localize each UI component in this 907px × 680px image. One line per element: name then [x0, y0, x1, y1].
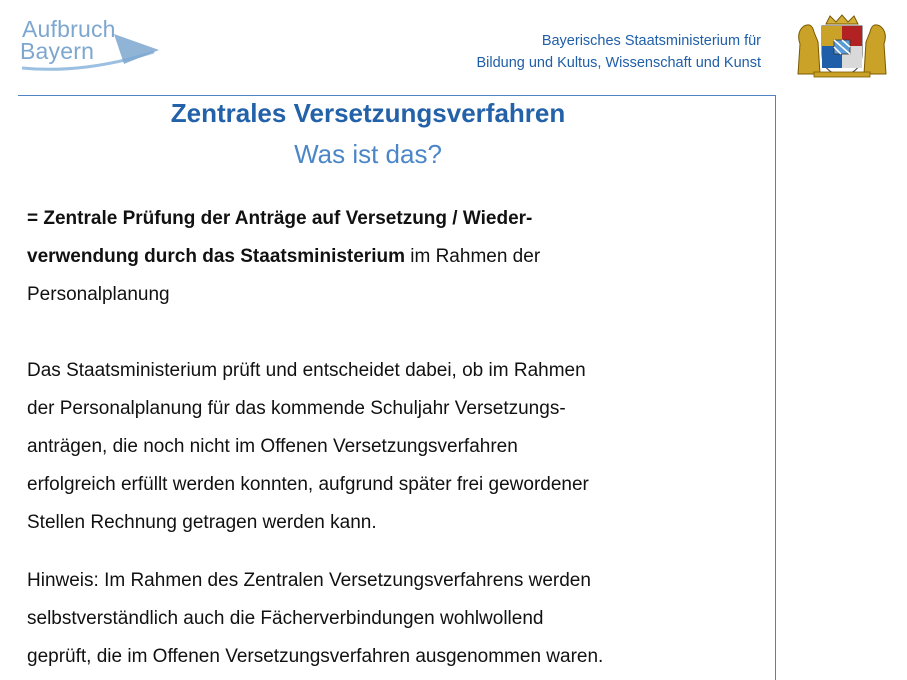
ministry-name [476, 30, 761, 74]
definition-line3: Personalplanung [27, 284, 170, 305]
explanation-line: erfolgreich erfüllt werden konnten, aufgrund später frei gewordener [27, 474, 589, 495]
definition-line2-normal: im Rahmen der [404, 246, 541, 267]
note-paragraph [27, 562, 772, 676]
bavarian-coat-of-arms-icon [794, 14, 890, 78]
note-line: selbstverständlich auch die Fächerverbindungen wohlwollend [27, 608, 544, 629]
explanation-line: Stellen Rechnung getragen werden kann. [27, 512, 377, 533]
logo-line2: Bayern [20, 38, 95, 64]
explanation-line: Das Staatsministerium prüft und entscheidet dabei, ob im Rahmen [27, 360, 586, 381]
aufbruch-bayern-logo [14, 12, 164, 74]
frame-top-border [18, 95, 775, 96]
frame-right-border [775, 95, 776, 680]
note-line: geprüft, die im Offenen Versetzungsverfahren ausgenommen waren. [27, 646, 604, 667]
ministry-line2: Bildung und Kultus, Wissenschaft und Kunst [476, 55, 761, 71]
explanation-line: der Personalplanung für das kommende Schuljahr Versetzungs- [27, 398, 566, 419]
explanation-line: anträgen, die noch nicht im Offenen Versetzungsverfahren [27, 436, 518, 457]
definition-line2-bold: verwendung durch das Staatsministerium [27, 246, 405, 267]
ministry-line1: Bayerisches Staatsministerium für [541, 33, 761, 49]
page-title: Zentrales Versetzungsverfahren [170, 98, 566, 128]
definition-paragraph [27, 200, 772, 314]
logo-line1: Aufbruch [22, 16, 116, 42]
explanation-paragraph [27, 352, 772, 542]
note-line: Hinweis: Im Rahmen des Zentralen Versetzungsverfahrens werden [27, 570, 591, 591]
definition-line1: = Zentrale Prüfung der Anträge auf Versetzung / Wieder- [27, 208, 533, 229]
definition-line2 [27, 238, 772, 276]
page-subtitle: Was ist das? [294, 139, 442, 169]
